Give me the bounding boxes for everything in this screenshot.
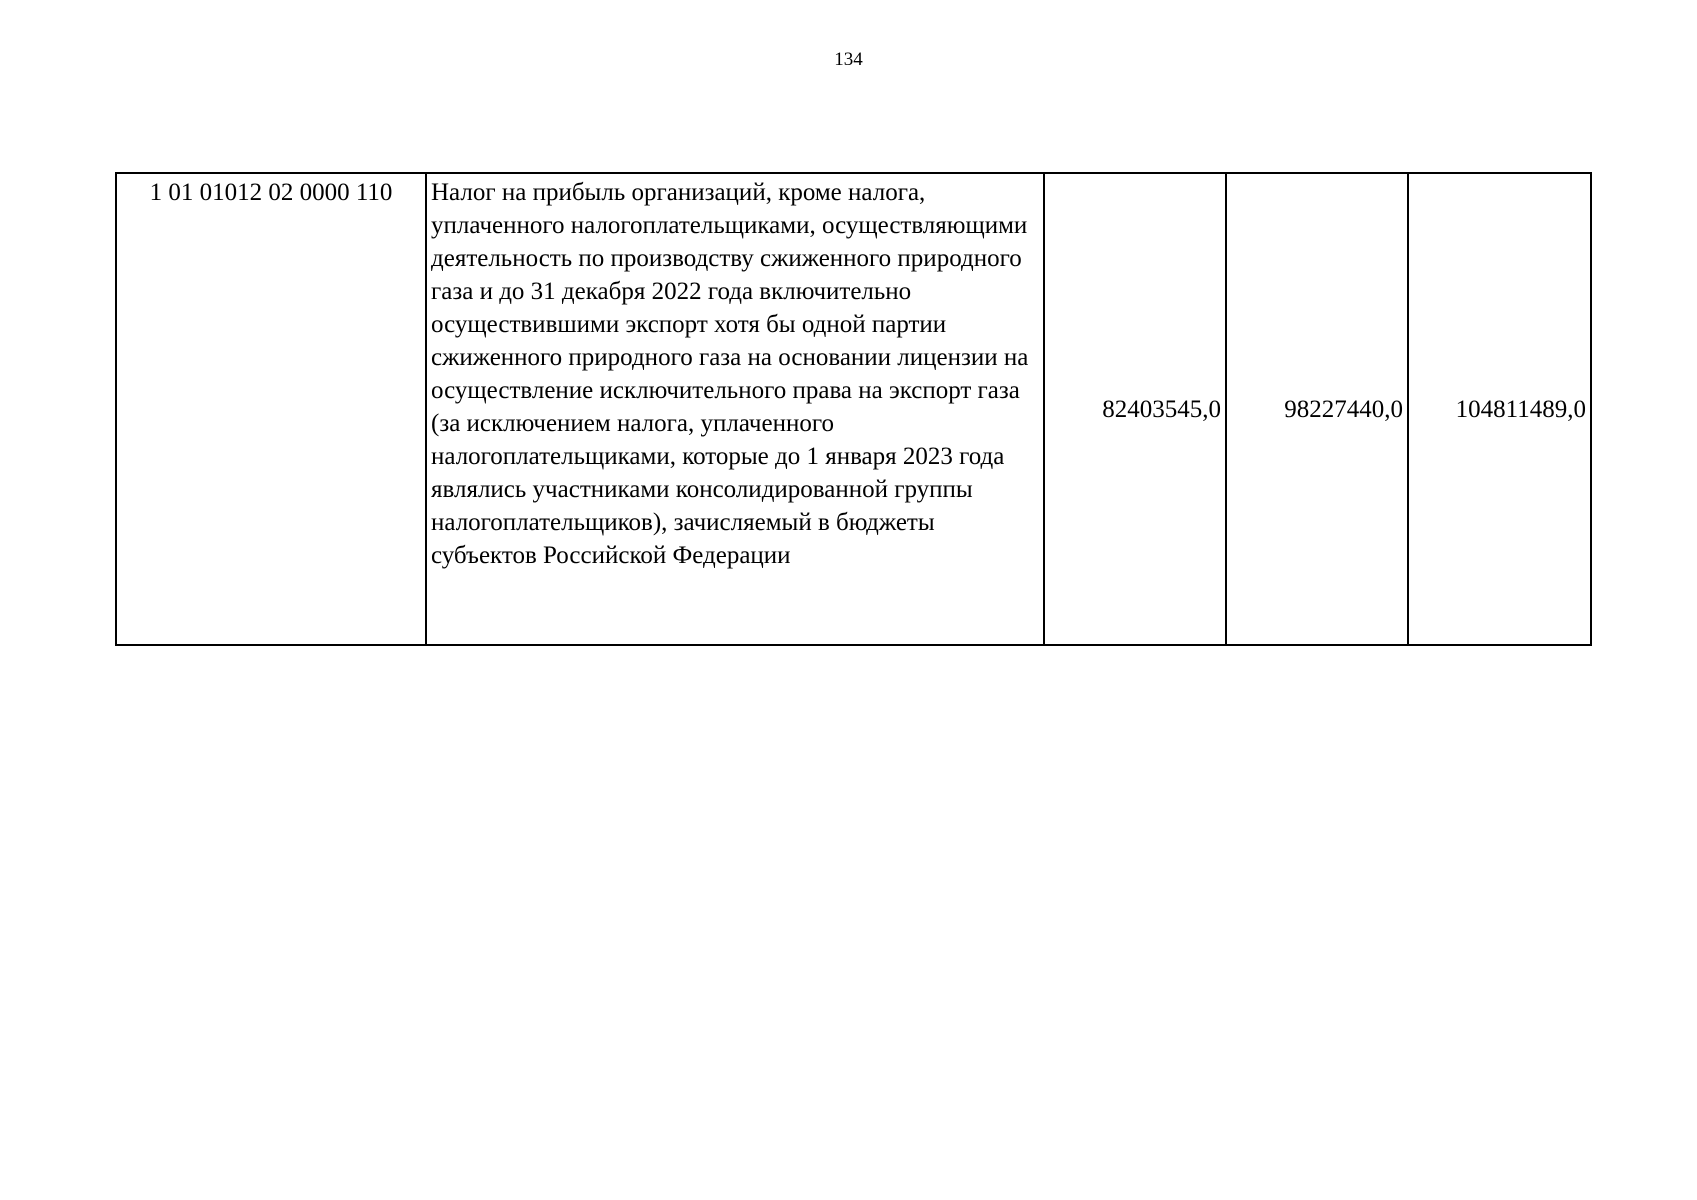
- page-number: 134: [834, 49, 863, 70]
- budget-classification-code: 1 01 01012 02 0000 110: [116, 173, 426, 645]
- table-row: [116, 173, 1591, 645]
- amount-year-3: 104811489,0: [1408, 173, 1591, 645]
- amount-year-2: 98227440,0: [1226, 173, 1408, 645]
- budget-table: [115, 172, 1592, 646]
- revenue-description: Налог на прибыль организаций, кроме налога, уплаченного налогоплательщиками, осуществляющими деятельность по производству сжиженного природного газа и до 31 декабря 2022 года включительно осуществившими экспорт хотя бы одной партии сжиженного природного газа на основании лицензии на осуществление исключительного права на экспорт газа (за исключением налога, уплаченного налогоплательщиками, которые до 1 января 2023 года являлись участниками консолидированной группы налогоплательщиков), зачисляемый в бюджеты субъектов Российской Федерации: [426, 173, 1044, 645]
- amount-year-1: 82403545,0: [1044, 173, 1226, 645]
